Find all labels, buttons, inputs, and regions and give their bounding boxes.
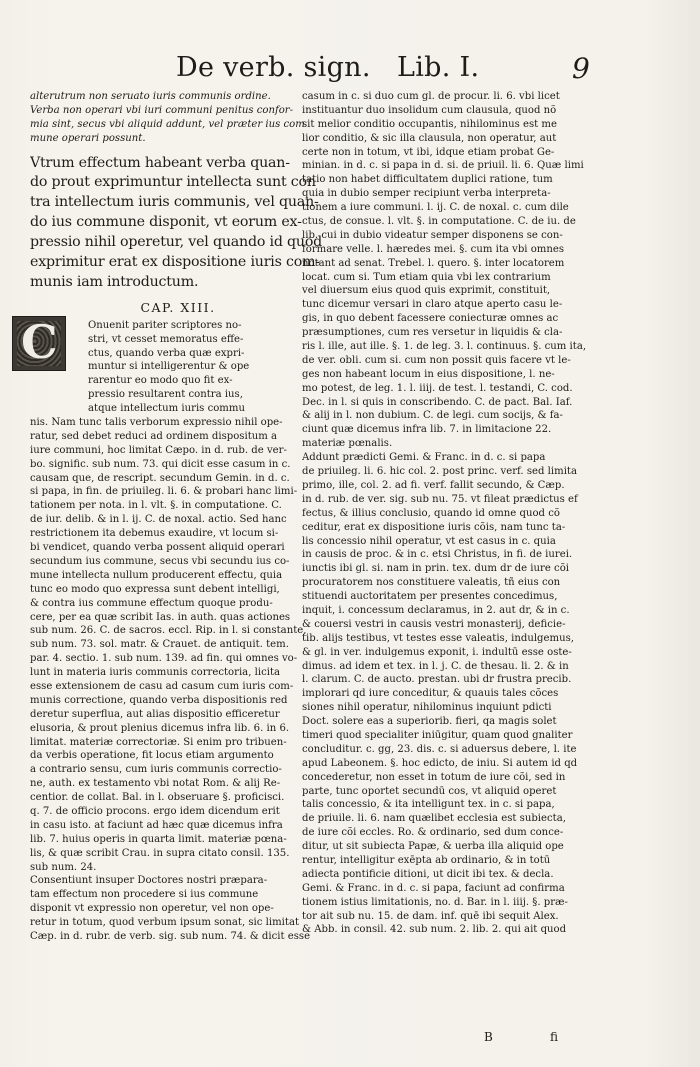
text-line: retur in totum, quod verbum ipsum sonat, sic limitat — [30, 917, 300, 929]
text-line: pressio nihil operetur, vel quando id quod — [30, 234, 323, 251]
text-line: esse extensionem de casu ad casum cum iuris com- — [30, 680, 294, 692]
text-line: ctus, de consue. l. vlt. §. in computatione. C. de iu. de — [302, 216, 576, 228]
running-title: De verb. sign. — [176, 52, 371, 83]
text-line: & couersi vestri in causis vestri monasterij, deficie- — [302, 618, 566, 630]
text-line: ne, auth. ex testamento vbi notat Rom. & alij Re- — [30, 778, 281, 790]
text-line: do prout exprimuntur intellecta sunt con — [30, 174, 316, 191]
text-line: procuratorem nos constituere valeatis, tñ eius con — [302, 577, 561, 589]
text-line: tam effectum non procedere si ius commune — [30, 889, 259, 901]
text-line: certe non in totum, vt ibi, idque etiam probat Ge- — [302, 146, 555, 158]
text-line: sub num. 24. — [30, 861, 97, 873]
text-line: concederetur, non esset in totum de iure cõi, sed in — [302, 771, 566, 783]
text-line: locat. cum si. Tum etiam quia vbi lex contrarium — [302, 271, 551, 283]
text-line: stri, vt cesset memoratus effe- — [88, 333, 244, 345]
text-line: iure communi, hoc limitat Cæpo. in d. rub. de ver- — [30, 444, 287, 456]
text-line: siones nihil operatur, nihilominus inquiunt pdicti — [302, 702, 552, 714]
text-line: restrictionem ita debemus exaudire, vt locum si- — [30, 528, 279, 540]
book-label: Lib. I. — [397, 52, 480, 83]
text-line: tunc dicemur versari in claro atque aperto casu le- — [302, 299, 563, 311]
text-line: Onuenit pariter scriptores no- — [88, 319, 242, 331]
text-line: & Abb. in consil. 42. sub num. 2. lib. 2. qui ait quod — [302, 924, 567, 936]
running-head — [160, 52, 680, 92]
text-line: a contrario sensu, cum iuris communis correctio- — [30, 764, 282, 776]
left-body-text — [30, 319, 326, 944]
text-line: in casu isto. at faciunt ad hæc quæ dicemus infra — [30, 819, 283, 831]
text-line: Doct. solere eas a superiorib. fieri, qa magis solet — [302, 716, 557, 728]
text-line: in causis de proc. & in c. etsi Christus, in fi. de iurei. — [302, 549, 573, 561]
text-line: & contra ius commune effectum quoque produ- — [30, 597, 273, 609]
text-line: fectus, & illius conclusio, quando id omne quod cõ — [302, 507, 560, 519]
text-line: implorari qd iure conceditur, & quauis tales cõces — [302, 688, 559, 700]
text-line: centior. de collat. Bal. in l. obseruare §. proficisci. — [30, 792, 285, 804]
text-line: ris l. ille, aut ille. §. 1. de leg. 3. l. continuus. §. cum ita, — [302, 341, 587, 353]
text-line: rarentur eo modo quo fit ex- — [88, 375, 233, 387]
text-line: sub num. 73. sol. matr. & Crauet. de antiquit. tem. — [30, 639, 289, 651]
text-line: mune intellecta nullum producerent effectu, quia — [30, 569, 283, 581]
text-line: formare velle. l. hæredes mei. §. cum ita vbi omnes — [302, 243, 565, 255]
text-line: sub num. 26. C. de sacros. eccl. Rip. in l. si constante, — [30, 625, 307, 637]
text-line: cere, per ea quæ scribit Ias. in auth. quas actiones — [30, 611, 291, 623]
text-line: materiæ pœnalis. — [302, 438, 393, 450]
text-line: atque intellectum iuris commu — [88, 403, 245, 415]
catchword: fi — [550, 1030, 559, 1044]
text-line: tor ait sub nu. 15. de dam. inf. quē ibi sequit Alex. — [302, 910, 559, 922]
text-line: Gemi. & Franc. in d. c. si papa, faciunt ad confirma — [302, 882, 565, 894]
text-line: de ver. obli. cum si. cum non possit quis facere vt le- — [302, 354, 571, 366]
initial-letter: C — [21, 315, 58, 369]
spacer — [30, 146, 326, 154]
text-line: de priuileg. li. 6. hic col. 2. post princ. verf. sed limita — [302, 466, 578, 478]
text-line: parte, tunc oportet secundū cos, vt aliquid operet — [302, 785, 557, 797]
signature-mark: B — [484, 1030, 493, 1044]
text-line: Cæp. in d. rubr. de verb. sig. sub num. 74. & dicit esse — [30, 930, 311, 942]
page-number: 9 — [572, 52, 591, 85]
text-line: munis iam introductum. — [30, 273, 199, 290]
text-line: rentur, intelligitur exēpta ab ordinario, & in totū — [302, 854, 551, 866]
text-line: concluditur. c. gg, 23. dis. c. si aduersus debere, l. ite — [302, 743, 577, 755]
text-line: notant ad senat. Trebel. l. quero. §. inter locatorem — [302, 257, 565, 269]
text-line: quia in dubio semper recipiunt verba interpreta- — [302, 188, 551, 200]
text-line: minian. in d. c. si papa in d. si. de priuil. li. 6. Quæ limi — [302, 160, 584, 172]
text-line: casum in c. si duo cum gl. de procur. li. 6. vbi licet — [302, 91, 560, 102]
text-line: tationem per nota. in l. vlt. §. in computatione. C. — [30, 500, 282, 512]
text-line: instituantur duo insolidum cum clausula, quod nõ — [302, 104, 557, 116]
summary-note — [30, 90, 326, 146]
text-line: pressio resultarent contra ius, — [88, 389, 243, 401]
text-line: bo. signific. sub num. 73. qui dicit esse casum in c. — [30, 458, 291, 470]
text-line: tionem a iure communi. l. ij. C. de noxal. c. cum dile — [302, 202, 569, 214]
text-line: Addunt prædicti Gemi. & Franc. in d. c. si papa — [302, 452, 546, 464]
text-line: secundum ius commune, secus vbi secundu ius co- — [30, 555, 290, 567]
text-line: talis concessio, & ita intelligunt tex. in c. si papa, — [302, 799, 555, 811]
text-line: deretur superflua, aut alias dispositio efficeretur — [30, 708, 280, 720]
left-column — [30, 90, 326, 944]
text-line: ditur, ut sit subiecta Papæ, & uerba illa aliquid ope — [302, 841, 564, 853]
text-line: ciunt quæ dicemus infra lib. 7. in limitacione 22. — [302, 424, 552, 436]
text-line: da verbis operatione, fit locus etiam argumento — [30, 750, 274, 762]
text-line: exprimitur erat ex dispositione iuris com- — [30, 254, 320, 271]
text-line: munis correctione, quando verba dispositionis red — [30, 694, 288, 706]
text-line: tionem istius limitationis, no. d. Bar. in l. iiij. §. præ- — [302, 896, 568, 908]
text-line: ratur, sed debet reduci ad ordinem dispositum a — [30, 430, 278, 442]
text-line: ceditur, erat ex dispositione iuris cõis, nam tunc ta- — [302, 521, 566, 533]
text-line: vel diuersum eius quod quis exprimit, constituit, — [302, 285, 551, 297]
text-line: de priuile. li. 6. nam quælibet ecclesia est subiecta, — [302, 813, 566, 825]
text-line: si papa, in fin. de priuileg. li. 6. & probari hanc limi- — [30, 486, 298, 498]
text-line: tatio non habet difficultatem duplici ratione, tum — [302, 174, 553, 186]
text-line: ctus, quando verba quæ expri- — [88, 347, 245, 359]
text-line: apud Labeonem. §. hoc edicto, de iniu. Si autem id qd — [302, 757, 578, 769]
text-line: q. 7. de officio procons. ergo idem dicendum erit — [30, 805, 280, 817]
text-line: primo, ille, col. 2. ad fi. verf. fallit secundo, & Cæp. — [302, 479, 565, 491]
text-line: bi vendicet, quando verba possent aliquid operari — [30, 542, 285, 554]
text-line: tra intellectum iuris communis, vel quan- — [30, 194, 319, 211]
text-line: stituendi auctoritatem per presentes concedimus, — [302, 591, 558, 603]
text-line: lunt in materia iuris communis correctoria, licita — [30, 667, 281, 679]
text-line: mia sint, secus vbi aliquid addunt, vel præter ius com — [30, 118, 305, 130]
text-line: lior conditio, & sic illa clausula, non operatur, aut — [302, 132, 557, 144]
text-line: Consentiunt insuper Doctores nostri præpara- — [30, 875, 268, 887]
text-line: muntur si intelligerentur & ope — [88, 361, 250, 373]
chapter-heading: CAP. XIII. — [140, 299, 216, 315]
text-line: gis, in quo debent facessere coniecturæ omnes ac — [302, 313, 559, 325]
right-column — [302, 90, 632, 937]
text-line: limitat. materiæ correctoriæ. Si enim pro tribuen- — [30, 736, 287, 748]
text-line: elusoria, & prout plenius dicemus infra lib. 6. in 6. — [30, 722, 290, 734]
text-line: alterutrum non seruato iuris communis ordine. — [30, 91, 271, 102]
text-line: do ius commune disponit, vt eorum ex- — [30, 214, 302, 231]
text-line: sit melior conditio occupantis, nihilominus est me — [302, 118, 557, 130]
text-line: disponit vt expressio non operetur, vel non ope- — [30, 903, 274, 915]
text-line: timeri quod specialiter iniūgitur, quam quod gnaliter — [302, 729, 573, 741]
text-line: de iure cõi eccles. Ro. & ordinario, sed dum conce- — [302, 827, 564, 839]
text-line: lis, & quæ scribit Crau. in supra citato consil. 135. — [30, 847, 290, 859]
text-line: causam que, de rescript. secundum Gemin. in d. c. — [30, 472, 290, 484]
text-line: Verba non operari vbi iuri communi penitus confor- — [30, 104, 294, 116]
text-line: dimus. ad idem et tex. in l. j. C. de thesau. li. 2. & in — [302, 660, 569, 672]
text-line: & gl. in ver. indulgemus exponit, i. indultū esse oste- — [302, 646, 572, 658]
text-line: præsumptiones, cum res versetur in liquidis & cla- — [302, 327, 563, 339]
text-line: tib. alijs testibus, vt testes esse valeatis, indulgemus, — [302, 632, 574, 644]
signature-line — [484, 1030, 644, 1050]
text-line: iunctis ibi gl. si. nam in prin. tex. dum dr de iure cõi — [302, 563, 569, 575]
text-line: adiecta pontificie ditioni, ut dicit ibi tex. & decla. — [302, 868, 554, 880]
text-line: inquit, i. concessum declaramus, in 2. aut dr, & in c. — [302, 604, 570, 616]
text-line: l. clarum. C. de aucto. prestan. ubi dr frustra precib. — [302, 674, 572, 686]
text-line: Dec. in l. si quis in conscribendo. C. de pact. Bal. Iaf. — [302, 396, 573, 408]
text-line: mune operari possunt. — [30, 132, 146, 144]
text-line: par. 4. sectio. 1. sub num. 139. ad fin. qui omnes vo- — [30, 653, 298, 665]
text-line: lis concessio nihil operatur, vt est casus in c. quia — [302, 535, 556, 547]
text-line: lib. cui in dubio videatur semper disponens se con- — [302, 229, 563, 241]
text-line: & alij in l. non dubium. C. de legi. cum socijs, & fa- — [302, 410, 563, 422]
chapter-question — [30, 154, 326, 293]
text-line: nis. Nam tunc talis verborum expressio nihil ope- — [30, 417, 283, 429]
text-line: ges non habeant locum in eius dispositione, l. ne- — [302, 368, 555, 380]
text-line: lib. 7. huius operis in quarta limit. materiæ pœna- — [30, 833, 287, 845]
text-line: Vtrum effectum habeant verba quan- — [30, 154, 290, 171]
text-line: in d. rub. de ver. sig. sub nu. 75. vt fileat prædictus ef — [302, 493, 578, 505]
text-line: mo potest, de leg. 1. l. iiij. de test. l. testandi, C. cod. — [302, 382, 573, 394]
text-line: tunc eo modo quo expressa sunt debent intelligi, — [30, 583, 280, 595]
text-line: de iur. delib. & in l. ij. C. de noxal. actio. Sed hanc — [30, 514, 287, 526]
